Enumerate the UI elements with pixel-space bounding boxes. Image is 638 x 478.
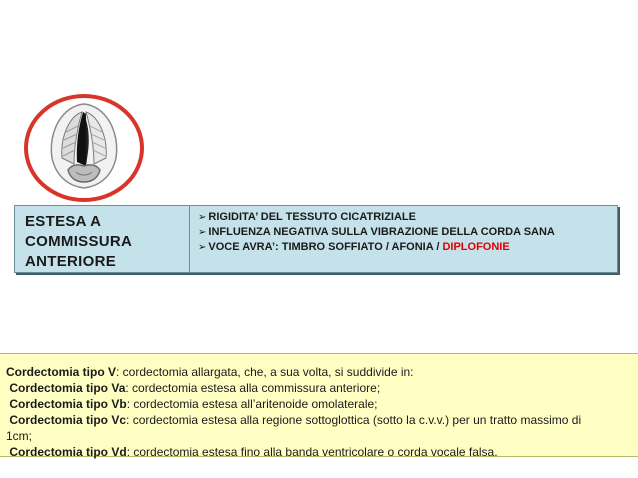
definition-line xyxy=(6,396,638,412)
bullet-item: ➢ INFLUENZA NEGATIVA SULLA VIBRAZIONE DELLA CORDA SANA xyxy=(198,226,555,238)
definition-line xyxy=(6,380,638,396)
term: Cordectomia tipo Vc xyxy=(9,413,127,427)
header-line: COMMISSURA xyxy=(25,233,133,250)
header-line: ESTESA A xyxy=(25,213,102,230)
bullet-list xyxy=(190,206,617,272)
description: : cordectomia estesa all’aritenoide omolaterale; xyxy=(126,397,378,411)
description: : cordectomia allargata, che, a sua volta, si suddivide in: xyxy=(116,365,414,379)
definition-line xyxy=(6,428,638,444)
term: Cordectomia tipo V xyxy=(6,365,117,379)
description: : cordectomia estesa alla regione sottoglottica (sotto la c.v.v.) per un tratto massimo di xyxy=(126,413,582,427)
bullet-item: ➢ RIGIDITA’ DEL TESSUTO CICATRIZIALE xyxy=(198,211,416,223)
header-cell xyxy=(15,206,190,272)
description: 1cm; xyxy=(6,429,33,443)
term: Cordectomia tipo Vb xyxy=(9,397,127,411)
bullet-item: ➢ VOCE AVRA’: TIMBRO SOFFIATO / AFONIA / DIPLOFONIE xyxy=(198,241,510,253)
arrow-bullet-icon: ➢ xyxy=(198,227,207,238)
term: Cordectomia tipo Vd xyxy=(9,445,127,459)
definition-line xyxy=(6,412,638,428)
definition-line xyxy=(6,364,638,380)
highlight-text: DIPLOFONIE xyxy=(442,241,510,253)
description: : cordectomia estesa alla commissura anteriore; xyxy=(125,381,381,395)
definition-line xyxy=(6,444,638,460)
header-line: ANTERIORE xyxy=(25,253,117,270)
larynx-cordectomy-icon xyxy=(22,92,150,204)
arrow-bullet-icon: ➢ xyxy=(198,212,207,223)
info-table xyxy=(14,205,618,273)
definitions-box xyxy=(0,353,638,457)
term: Cordectomia tipo Va xyxy=(9,381,126,395)
description: : cordectomia estesa fino alla banda ventricolare o corda vocale falsa. xyxy=(126,445,498,459)
arrow-bullet-icon: ➢ xyxy=(198,242,207,253)
